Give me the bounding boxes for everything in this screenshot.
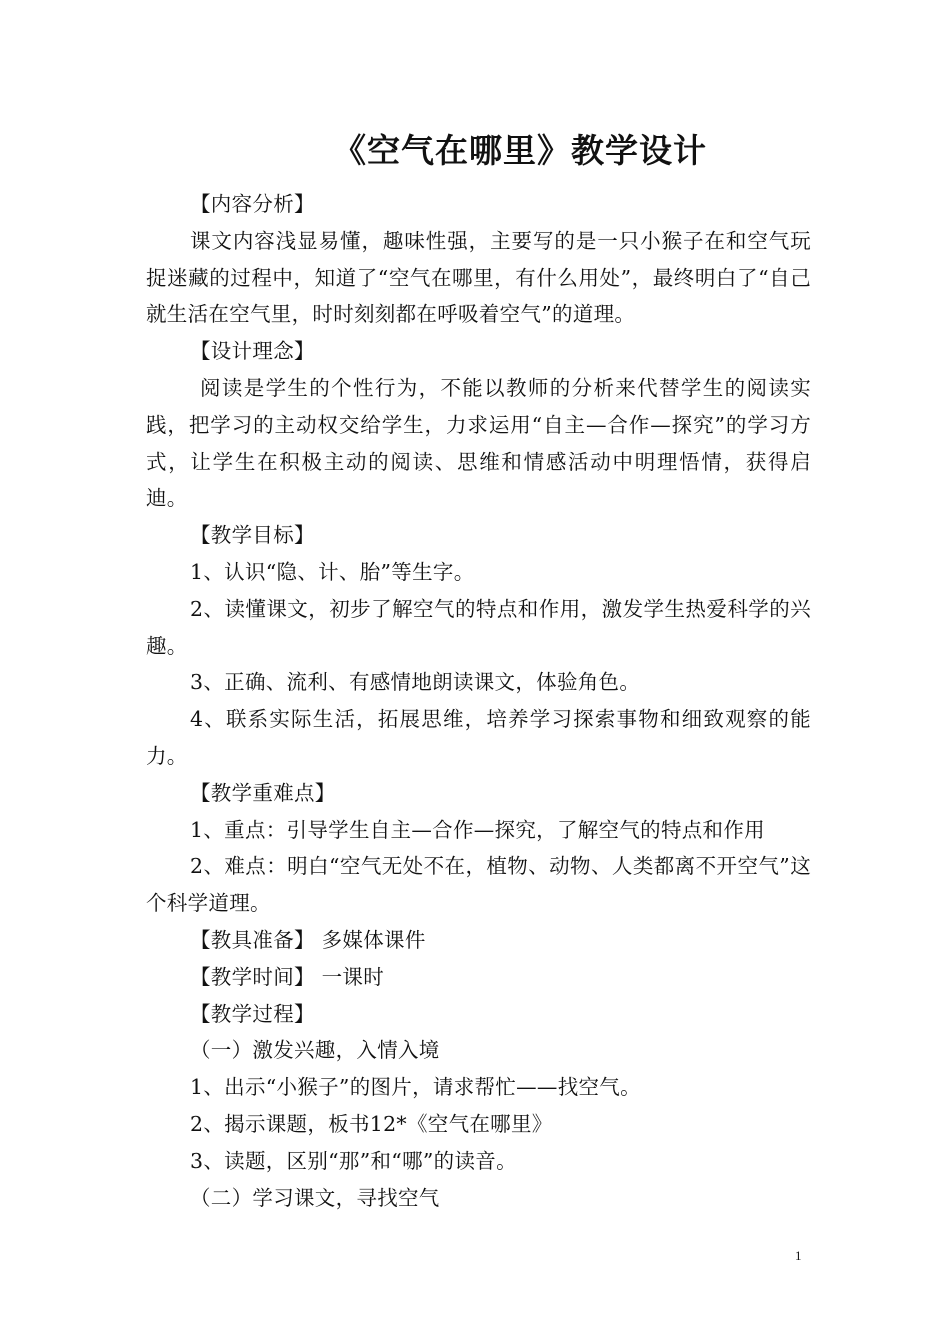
document-body (146, 186, 811, 1216)
section-heading-key-points: 【教学重难点】 (190, 780, 336, 805)
list-item-process-1: 1、出示“小猴子”的图片，请求帮忙——找空气。 (190, 1075, 641, 1100)
list-item-difficult-point: 2、难点：明白“空气无处不在，植物、动物、人类都离不开空气”这个科学道理。 (146, 854, 811, 916)
list-item-process-3: 3、读题，区别“那”和“哪”的读音。 (190, 1148, 517, 1173)
section-heading-teaching-goals: 【教学目标】 (190, 523, 315, 548)
list-item-key-point: 1、重点：引导学生自主—合作—探究，了解空气的特点和作用 (190, 817, 765, 842)
section-heading-teaching-aids: 【教具准备】 多媒体课件 (190, 927, 426, 952)
paragraph-design-concept: 阅读是学生的个性行为，不能以教师的分析来代替学生的阅读实践，把学习的主动权交给学生，力求运用“自主—合作—探究”的学习方式，让学生在积极主动的阅读、思维和情感活动中明理悟情，获得启迪。 (146, 375, 811, 511)
section-heading-content-analysis: 【内容分析】 (190, 192, 315, 216)
section-heading-design-concept: 【设计理念】 (190, 339, 315, 364)
paragraph-content-analysis: 课文内容浅显易懂，趣味性强，主要写的是一只小猴子在和空气玩捉迷藏的过程中，知道了“空气在哪里，有什么用处”，最终明白了“自己就生活在空气里，时时刻刻都在呼吸着空气”的道理。 (146, 228, 811, 327)
section-heading-teaching-time: 【教学时间】 一课时 (190, 964, 385, 989)
document-title: 《空气在哪里》教学设计 (333, 131, 707, 170)
subsection-heading-2: （二）学习课文，寻找空气 (190, 1185, 440, 1210)
list-item-process-2: 2、揭示课题，板书12*《空气在哪里》 (190, 1111, 553, 1136)
list-item-goal-3: 3、正确、流利、有感情地朗读课文，体验角色。 (190, 670, 641, 695)
page-number: 1 (795, 1248, 802, 1263)
list-item-goal-4: 4、联系实际生活，拓展思维，培养学习探索事物和细致观察的能力。 (146, 707, 811, 768)
subsection-heading-1: （一）激发兴趣，入情入境 (190, 1038, 440, 1063)
section-heading-teaching-process: 【教学过程】 (190, 1001, 315, 1026)
list-item-goal-1: 1、认识“隐、计、胎”等生字。 (190, 559, 475, 584)
list-item-goal-2: 2、读懂课文，初步了解空气的特点和作用，激发学生热爱科学的兴趣。 (146, 596, 811, 658)
